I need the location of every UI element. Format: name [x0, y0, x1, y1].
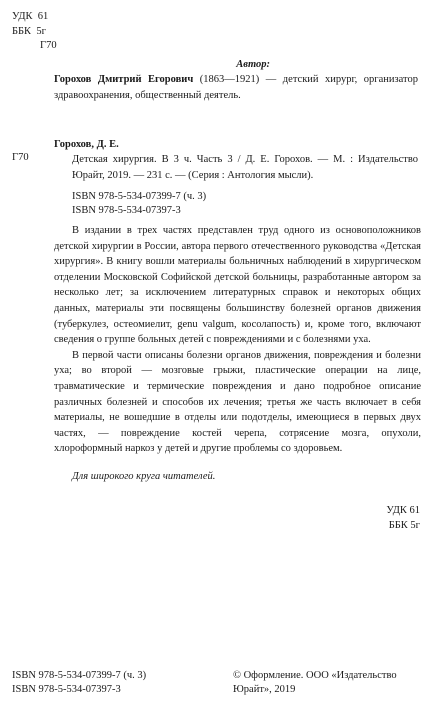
- udk-bottom: УДК 61: [386, 505, 420, 516]
- udk-line: УДК 61: [12, 11, 49, 22]
- footer-isbn-set: ISBN 978-5-534-07397-3: [12, 684, 121, 695]
- catalog-author-mark: Г70: [12, 152, 29, 163]
- catalog-heading: Горохов, Д. Е.: [54, 139, 119, 150]
- abstract-paragraph: В первой части описаны болезни органов движения, повреждения и болезни уха; во второй — мозговые грыжи, пластические операции на лице, травматические и термические повреждения и дано подробное описание различных болезней и способов их лечения; третья же часть включает в себя материалы, не вошедшие в отделы или подотделы, имеющиеся в первых двух частях, — повреждение костей черепа, сотрясение мозга, опухоли, хлороформный наркоз у детей и другие проблемы со здоровьем.: [54, 349, 421, 455]
- author-info: [54, 72, 418, 103]
- bbk-bottom: ББК 5г: [388, 520, 420, 531]
- isbn-part: ISBN 978-5-534-07399-7 (ч. 3): [72, 191, 207, 202]
- author-label: Автор:: [236, 59, 270, 70]
- author-bio: (1863—1921) — детский хирург, организатор здравоохранения, общественный деятель.: [54, 74, 418, 101]
- footer-isbn-part: ISBN 978-5-534-07399-7 (ч. 3): [12, 670, 147, 681]
- catalog-isbn-list: [72, 190, 206, 218]
- classification-block: [12, 10, 57, 54]
- copyright-notice: © Оформление. ООО «Издательство Юрайт», 2019: [233, 670, 397, 695]
- catalog-description: Детская хирургия. В 3 ч. Часть 3 / Д. Е. Горохов. — М. : Издательство Юрайт, 2019. — 231 с. — (Серия : Антология мысли).: [72, 154, 418, 181]
- classification-bottom: [386, 503, 420, 533]
- author-mark: Г70: [40, 40, 57, 51]
- abstract: [54, 223, 421, 457]
- bbk-line: ББК 5г: [12, 25, 46, 37]
- abstract-paragraph: В издании в трех частях представлен труд одного из основоположников детской хирургии в России, автора первого отечественного руководства «Детская хирургия». В книгу вошли материалы больничных наблюдений в хирургическом отделении Московской Софийской детской больницы, разработанные автором за несколько лет; за исключением литературных справок и некоторых общих данных, материалы эти посвящены большинству болезней органов движения (туберкулез, остеомиелит, genu valgum, косолапость) и, кроме того, включают сведения о группе больных детей с повреждениями и с болезнями уха.: [54, 225, 421, 346]
- footer-isbn-list: [12, 669, 146, 697]
- readership-note: Для широкого круга читателей.: [72, 471, 216, 482]
- isbn-set: ISBN 978-5-534-07397-3: [72, 205, 181, 216]
- author-name: Горохов Дмитрий Егорович: [54, 74, 194, 85]
